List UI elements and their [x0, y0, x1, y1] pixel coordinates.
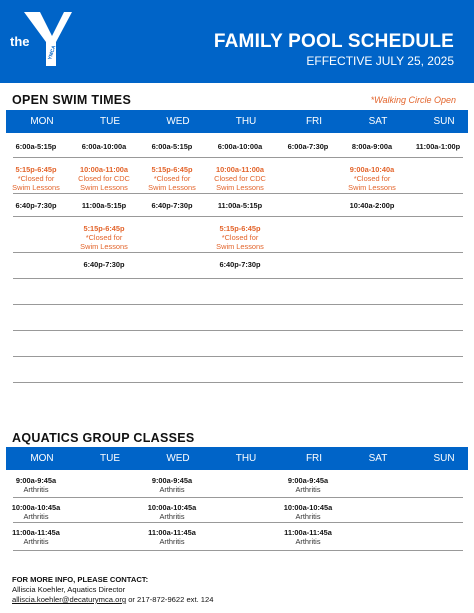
class-name: Arthritis: [23, 512, 49, 521]
open-swim-cell-mon: [3, 165, 69, 192]
row-divider: [13, 193, 463, 194]
swim-closure-reason: Swim Lessons: [348, 183, 396, 192]
open-swim-day-tue: TUE: [100, 116, 120, 127]
swim-closure-reason: Swim Lessons: [12, 183, 60, 192]
open-swim-title: OPEN SWIM TIMES: [12, 93, 132, 107]
swim-time: 6:00a-5:15p: [15, 142, 57, 151]
class-name: Arthritis: [23, 485, 49, 494]
swim-time: 6:40p-7:30p: [15, 201, 57, 210]
swim-closure-note: Closed for CDC: [214, 174, 266, 183]
open-swim-cell-tue: [71, 201, 137, 210]
open-swim-cell-fri: [275, 142, 341, 151]
aquatics-day-sun: SUN: [433, 453, 455, 464]
row-divider: [13, 382, 463, 383]
class-time: 10:00a-10:45a: [147, 503, 197, 512]
swim-time: 5:15p-6:45p: [15, 165, 57, 174]
swim-time: 6:00a-5:15p: [151, 142, 193, 151]
open-swim-day-sat: SAT: [368, 116, 388, 127]
class-name: Arthritis: [159, 512, 185, 521]
swim-time: 6:40p-7:30p: [219, 260, 261, 269]
open-swim-cell-thu: [207, 165, 273, 192]
open-swim-day-thu: THU: [235, 116, 257, 127]
row-divider: [13, 330, 463, 331]
aquatics-day-fri: FRI: [305, 453, 323, 464]
contact-line: [12, 595, 213, 605]
swim-closure-reason: Swim Lessons: [80, 183, 128, 192]
swim-closure-reason: Swim Lessons: [216, 242, 264, 251]
open-swim-day-mon: MON: [30, 116, 54, 127]
contact-footer: [12, 575, 213, 605]
swim-closure-note: *Closed for: [353, 174, 391, 183]
open-swim-cell-tue: [71, 224, 137, 251]
swim-time: 6:40p-7:30p: [83, 260, 125, 269]
class-cell-wed: [139, 476, 205, 494]
open-swim-cell-sat: [339, 142, 405, 151]
open-swim-cell-thu: [207, 260, 273, 269]
open-swim-cell-mon: [3, 142, 69, 151]
swim-closure-note: *Closed for: [221, 233, 259, 242]
open-swim-cell-tue: [71, 142, 137, 151]
aquatics-day-mon: MON: [30, 453, 54, 464]
swim-time: 10:40a-2:00p: [349, 201, 395, 210]
open-swim-day-wed: WED: [166, 116, 190, 127]
class-name: Arthritis: [295, 512, 321, 521]
class-name: Arthritis: [295, 537, 321, 546]
row-divider: [13, 157, 463, 158]
open-swim-cell-thu: [207, 224, 273, 251]
open-swim-cell-sun: [405, 142, 471, 151]
row-divider: [13, 216, 463, 217]
class-cell-wed: [139, 503, 205, 521]
header-banner: [0, 0, 474, 83]
row-divider: [13, 356, 463, 357]
class-time: 9:00a-9:45a: [287, 476, 329, 485]
open-swim-day-header: [6, 110, 468, 133]
swim-closure-reason: Swim Lessons: [80, 242, 128, 251]
swim-closure-note: Closed for CDC: [78, 174, 130, 183]
class-cell-fri: [275, 476, 341, 494]
row-divider: [13, 497, 463, 498]
aquatics-day-thu: THU: [235, 453, 257, 464]
class-time: 11:00a-11:45a: [12, 528, 60, 537]
swim-time: 10:00a-11:00a: [79, 165, 129, 174]
row-divider: [13, 252, 463, 253]
page-title: FAMILY POOL SCHEDULE: [213, 31, 454, 52]
swim-closure-note: *Closed for: [153, 174, 191, 183]
swim-time: 10:00a-11:00a: [215, 165, 265, 174]
row-divider: [13, 522, 463, 523]
aquatics-day-header: [6, 447, 468, 470]
ymca-logo: [10, 10, 74, 68]
row-divider: [13, 304, 463, 305]
open-swim-cell-sat: [339, 201, 405, 210]
swim-closure-reason: Swim Lessons: [148, 183, 196, 192]
class-cell-fri: [275, 503, 341, 521]
swim-time: 6:40p-7:30p: [151, 201, 193, 210]
logo-the-text: the: [10, 34, 30, 49]
aquatics-title: AQUATICS GROUP CLASSES: [12, 431, 195, 445]
open-swim-cell-wed: [139, 201, 205, 210]
swim-time: 6:00a-7:30p: [287, 142, 329, 151]
logo-ymca-text: YMCA: [47, 44, 58, 61]
swim-closure-reason: Swim Lessons: [216, 183, 264, 192]
contact-email-link[interactable]: alliscia.koehler@decaturymca.org: [12, 595, 127, 604]
class-cell-fri: [275, 528, 341, 546]
class-time: 9:00a-9:45a: [15, 476, 57, 485]
open-swim-cell-thu: [207, 142, 273, 151]
row-divider: [13, 278, 463, 279]
class-time: 9:00a-9:45a: [151, 476, 193, 485]
class-time: 11:00a-11:45a: [284, 528, 332, 537]
open-swim-cell-thu: [207, 201, 273, 210]
open-swim-cell-sat: [339, 165, 405, 192]
class-cell-mon: [3, 528, 69, 546]
swim-time: 5:15p-6:45p: [219, 224, 261, 233]
class-cell-mon: [3, 503, 69, 521]
swim-time: 5:15p-6:45p: [83, 224, 125, 233]
open-swim-day-sun: SUN: [433, 116, 455, 127]
class-cell-mon: [3, 476, 69, 494]
class-name: Arthritis: [159, 485, 185, 494]
aquatics-day-tue: TUE: [100, 453, 120, 464]
contact-phone: or 217-872-9622 ext. 124: [126, 595, 214, 604]
open-swim-cell-tue: [71, 165, 137, 192]
open-swim-cell-wed: [139, 165, 205, 192]
open-swim-cell-tue: [71, 260, 137, 269]
swim-time: 11:00a-5:15p: [81, 201, 127, 210]
class-time: 10:00a-10:45a: [11, 503, 61, 512]
swim-time: 8:00a-9:00a: [351, 142, 393, 151]
swim-time: 9:00a-10:40a: [349, 165, 395, 174]
swim-closure-note: *Closed for: [85, 233, 123, 242]
row-divider: [13, 550, 463, 551]
class-time: 11:00a-11:45a: [148, 528, 196, 537]
walking-circle-note: *Walking Circle Open: [370, 95, 456, 105]
swim-time: 5:15p-6:45p: [151, 165, 193, 174]
contact-name: Alliscia Koehler, Aquatics Director: [12, 585, 126, 594]
swim-time: 6:00a-10:00a: [81, 142, 127, 151]
swim-time: 11:00a-1:00p: [415, 142, 461, 151]
aquatics-day-wed: WED: [166, 453, 190, 464]
effective-date: EFFECTIVE JULY 25, 2025: [306, 54, 454, 68]
class-name: Arthritis: [159, 537, 185, 546]
aquatics-day-sat: SAT: [368, 453, 388, 464]
swim-time: 11:00a-5:15p: [217, 201, 263, 210]
open-swim-cell-wed: [139, 142, 205, 151]
open-swim-cell-mon: [3, 201, 69, 210]
swim-closure-note: *Closed for: [17, 174, 55, 183]
open-swim-day-fri: FRI: [305, 116, 323, 127]
contact-label: FOR MORE INFO, PLEASE CONTACT:: [12, 575, 149, 584]
class-name: Arthritis: [23, 537, 49, 546]
class-name: Arthritis: [295, 485, 321, 494]
swim-time: 6:00a-10:00a: [217, 142, 263, 151]
class-time: 10:00a-10:45a: [283, 503, 333, 512]
class-cell-wed: [139, 528, 205, 546]
